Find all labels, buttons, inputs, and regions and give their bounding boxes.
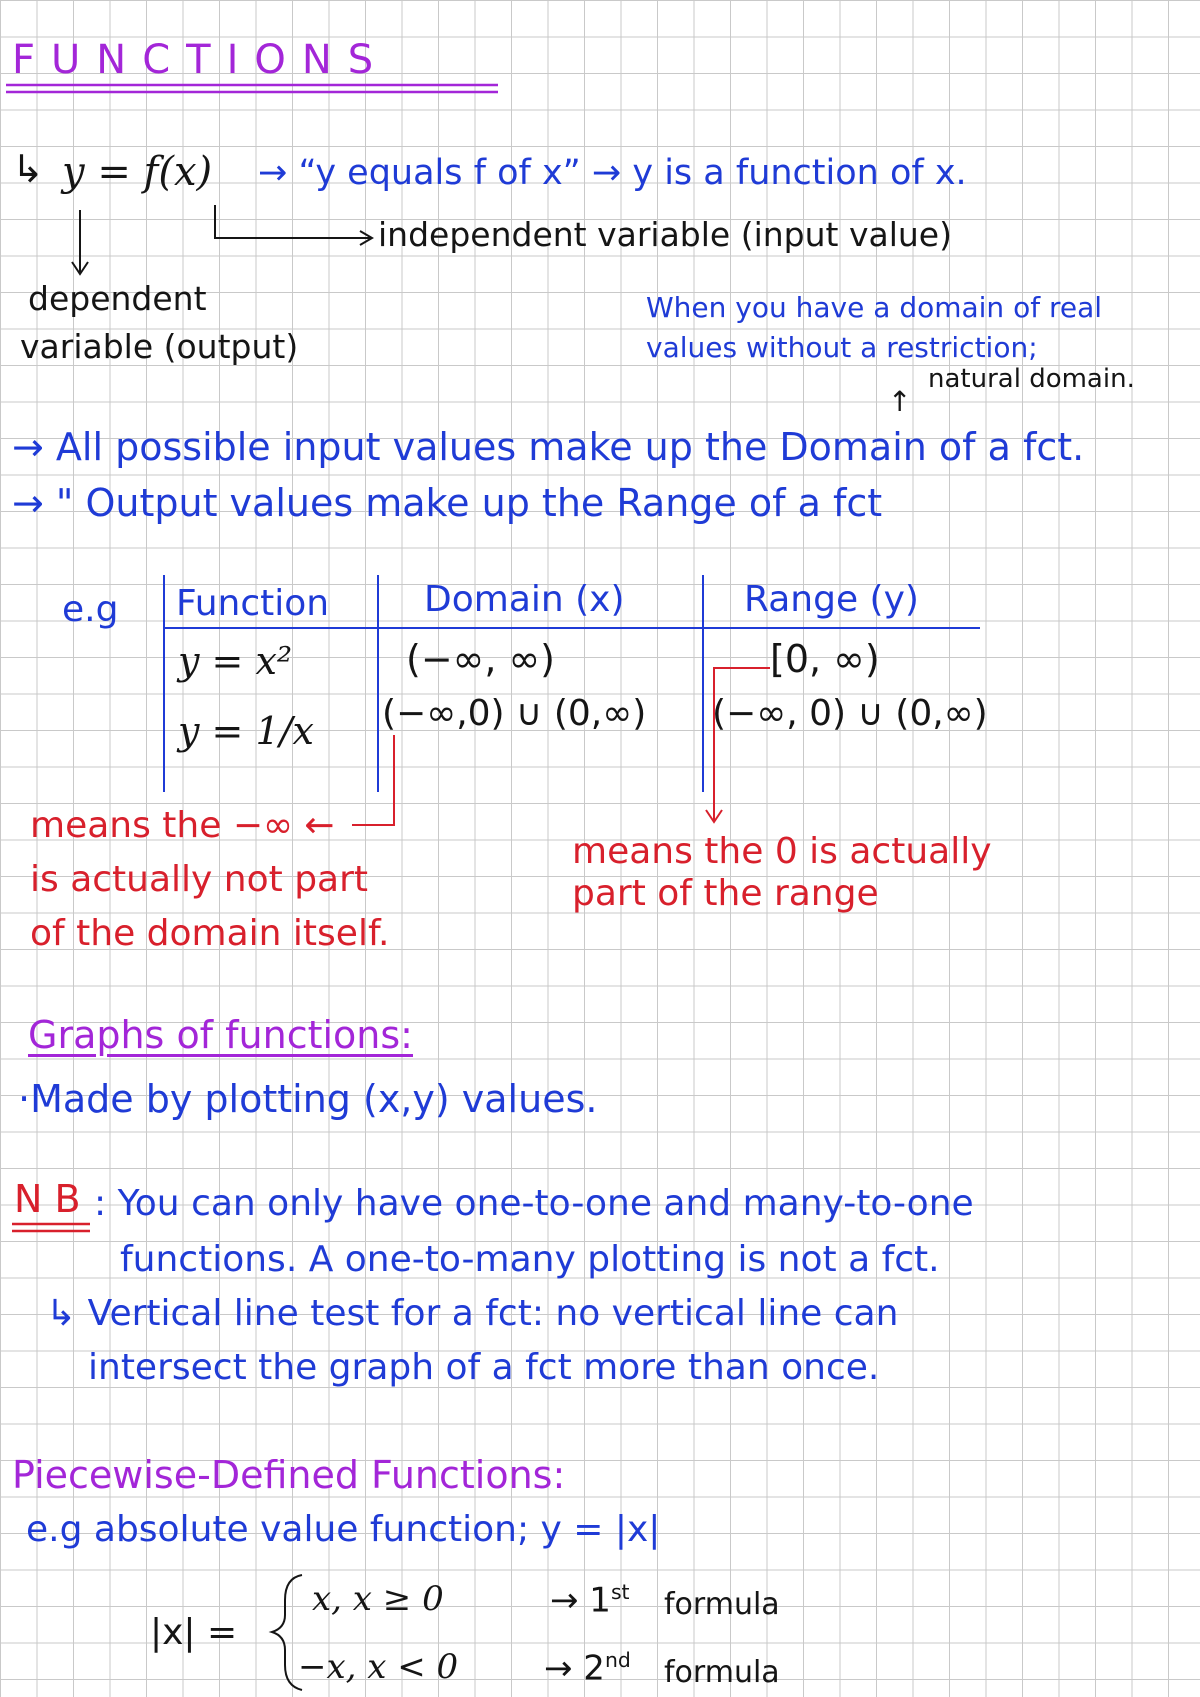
natural-domain-note-line2: values without a restriction; — [646, 331, 1038, 364]
table-header-function: Function — [176, 583, 330, 624]
domain-note-line2: is actually not part — [30, 859, 369, 900]
nb-label: N B — [14, 1177, 81, 1221]
table-row1-domain: (−∞, ∞) — [406, 637, 555, 681]
table-row2-range: (−∞, 0) ∪ (0,∞) — [712, 693, 988, 734]
table-header-domain: Domain (x) — [424, 579, 625, 620]
piecewise-case1-arrow: → 1st — [550, 1580, 630, 1621]
table-row2-domain: (−∞,0) ∪ (0,∞) — [382, 693, 647, 734]
piecewise-case1-formula: formula — [664, 1587, 780, 1622]
piecewise-lhs: |x| = — [150, 1612, 238, 1653]
piecewise-heading: Piecewise-Defined Functions: — [12, 1453, 566, 1497]
piecewise-case2-arrow: → 2nd — [544, 1648, 631, 1689]
nb-line3: ↳ Vertical line test for a fct: no vertical line can — [46, 1293, 899, 1334]
natural-domain-note-line1: When you have a domain of real — [646, 291, 1103, 324]
nb-line1: : You can only have one-to-one and many-to-one — [94, 1183, 974, 1224]
range-definition: → " Output values make up the Range of a fct — [12, 481, 883, 525]
arrow-prefix: ↳ — [12, 147, 44, 191]
domain-definition: → All possible input values make up the Domain of a fct. — [12, 425, 1085, 469]
function-reading: → “y equals f of x” → y is a function of x. — [258, 153, 967, 193]
graphs-heading: Graphs of functions: — [28, 1013, 413, 1057]
independent-variable-label: independent variable (input value) — [378, 215, 952, 254]
natural-domain-label: natural domain. — [928, 364, 1135, 394]
range-note-line2: part of the range — [572, 873, 879, 914]
table-row2-function: y = 1/x — [178, 709, 314, 753]
page-title: FUNCTIONS — [12, 37, 390, 83]
piecewise-case2-formula: formula — [664, 1655, 780, 1690]
table-header-range: Range (y) — [744, 579, 919, 620]
function-equation: y = f(x) — [62, 149, 213, 195]
piecewise-case1-expr: x, x ≥ 0 — [312, 1579, 444, 1619]
range-note-line1: means the 0 is actually — [572, 831, 992, 872]
graphs-description: ·Made by plotting (x,y) values. — [18, 1077, 598, 1121]
piecewise-case2-expr: −x, x < 0 — [298, 1647, 459, 1687]
table-row1-range: [0, ∞) — [770, 637, 880, 681]
example-label: e.g — [62, 589, 119, 630]
piecewise-example: e.g absolute value function; y = |x| — [26, 1509, 661, 1550]
nb-line2: functions. A one-to-many plotting is not a fct. — [120, 1239, 940, 1280]
natural-domain-arrow: ↑ — [888, 385, 912, 418]
dependent-label-line1: dependent — [28, 279, 207, 318]
nb-line4: intersect the graph of a fct more than once. — [88, 1347, 880, 1388]
table-row1-function: y = x² — [178, 639, 293, 683]
dependent-label-line2: variable (output) — [20, 327, 299, 366]
domain-note-line3: of the domain itself. — [30, 913, 390, 954]
domain-note-line1: means the −∞ ← — [30, 805, 335, 846]
